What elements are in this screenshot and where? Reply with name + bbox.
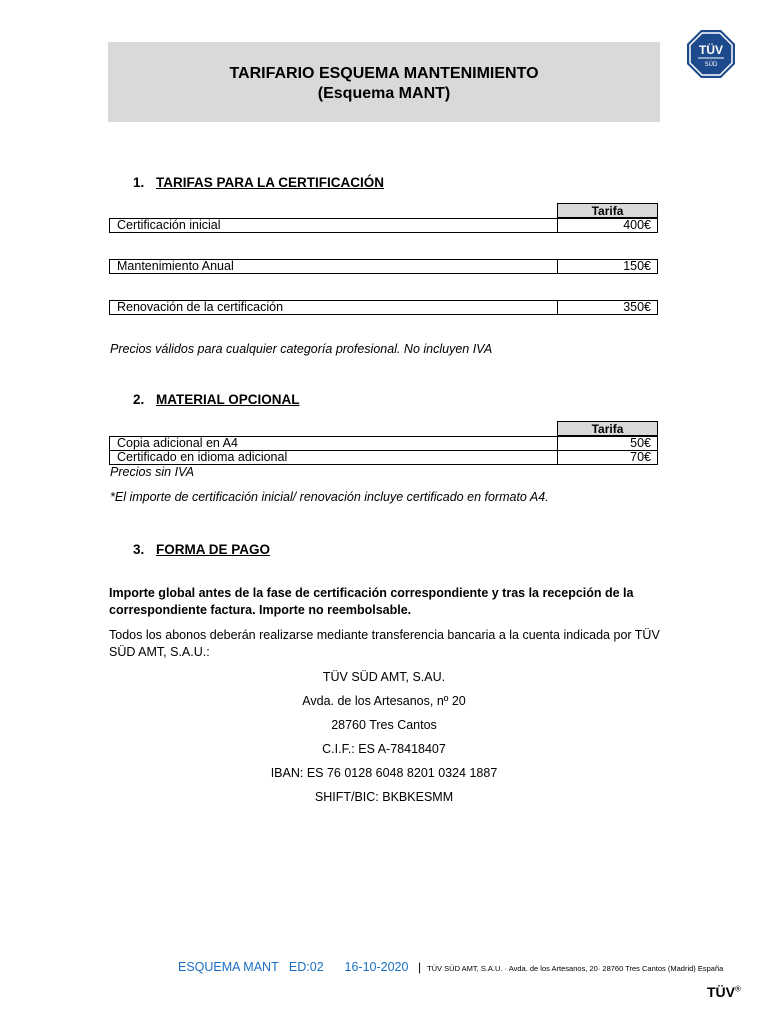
fee-row bbox=[109, 300, 658, 315]
section-2-column-header: Tarifa bbox=[557, 421, 658, 436]
material-row bbox=[109, 450, 658, 465]
fee-row-price: 400€ bbox=[557, 218, 658, 233]
footer-separator: | bbox=[417, 960, 422, 974]
payment-instructions: Todos los abonos deberán realizarse mediante transferencia bancaria a la cuenta indicada por TÜV SÜD AMT, S.A.U.: bbox=[109, 628, 660, 659]
address-line: C.I.F.: ES A-78418407 bbox=[322, 742, 446, 756]
material-row-label: Certificado en idioma adicional bbox=[117, 450, 288, 464]
section-1-number: 1. bbox=[133, 175, 145, 190]
address-line: 28760 Tres Cantos bbox=[331, 718, 437, 732]
fee-row-price: 150€ bbox=[557, 259, 658, 274]
section-1-heading bbox=[133, 175, 384, 190]
address-line: TÜV SÜD AMT, S.AU. bbox=[322, 670, 446, 684]
fee-row-price: 350€ bbox=[557, 300, 658, 315]
section-1-note: Precios válidos para cualquier categoría profesional. No incluyen IVA bbox=[110, 342, 493, 356]
address-line: SHIFT/BIC: BKBKESMM bbox=[314, 790, 454, 804]
fee-row-label: Certificación inicial bbox=[117, 218, 221, 232]
section-2-heading bbox=[133, 392, 300, 407]
footer-scheme: ESQUEMA MANT bbox=[178, 960, 279, 974]
footer-company: TÜV SÜD AMT, S.A.U. · Avda. de los Artesanos, 20· 28760 Tres Cantos (Madrid) España bbox=[427, 964, 724, 973]
footer-date: 16-10-2020 bbox=[344, 960, 409, 974]
address-line: Avda. de los Artesanos, nº 20 bbox=[302, 694, 466, 708]
section-1-title: TARIFAS PARA LA CERTIFICACIÓN bbox=[156, 175, 384, 190]
section-2-footnote: *El importe de certificación inicial/ renovación incluye certificado en formato A4. bbox=[110, 490, 549, 504]
footer-tuv-logo bbox=[707, 984, 741, 1000]
page-footer bbox=[178, 960, 723, 974]
document-title: TARIFARIO ESQUEMA MANTENIMIENTO bbox=[229, 65, 539, 82]
section-2-note: Precios sin IVA bbox=[110, 465, 195, 479]
section-3-title: FORMA DE PAGO bbox=[156, 542, 270, 557]
fee-row bbox=[109, 259, 658, 274]
section-2-title: MATERIAL OPCIONAL bbox=[156, 392, 300, 407]
material-row-label: Copia adicional en A4 bbox=[117, 436, 238, 450]
material-row-price: 50€ bbox=[557, 436, 658, 451]
fee-row-label: Renovación de la certificación bbox=[117, 300, 284, 314]
logo-text: TÜV bbox=[699, 43, 723, 57]
payment-terms: Importe global antes de la fase de certificación correspondiente y tras la recepción de la correspondiente factura. Importe no reembolsable. bbox=[109, 586, 634, 617]
section-1-column-header: Tarifa bbox=[557, 203, 658, 218]
title-box bbox=[108, 42, 660, 122]
section-3-number: 3. bbox=[133, 542, 145, 557]
material-row bbox=[109, 436, 658, 451]
section-2-number: 2. bbox=[133, 392, 145, 407]
footer-edition: ED:02 bbox=[288, 960, 324, 974]
footer-logo-text: TÜV bbox=[707, 984, 735, 1000]
tuv-sud-logo bbox=[686, 29, 736, 79]
material-row-price: 70€ bbox=[557, 450, 658, 465]
section-3-heading bbox=[133, 542, 270, 557]
document-subtitle: (Esquema MANT) bbox=[317, 85, 451, 102]
footer-logo-mark: ® bbox=[735, 984, 741, 994]
address-line: IBAN: ES 76 0128 6048 8201 0324 1887 bbox=[270, 766, 498, 780]
fee-row-label: Mantenimiento Anual bbox=[117, 259, 234, 273]
fee-row bbox=[109, 218, 658, 233]
logo-subtext: SÜD bbox=[704, 62, 718, 68]
